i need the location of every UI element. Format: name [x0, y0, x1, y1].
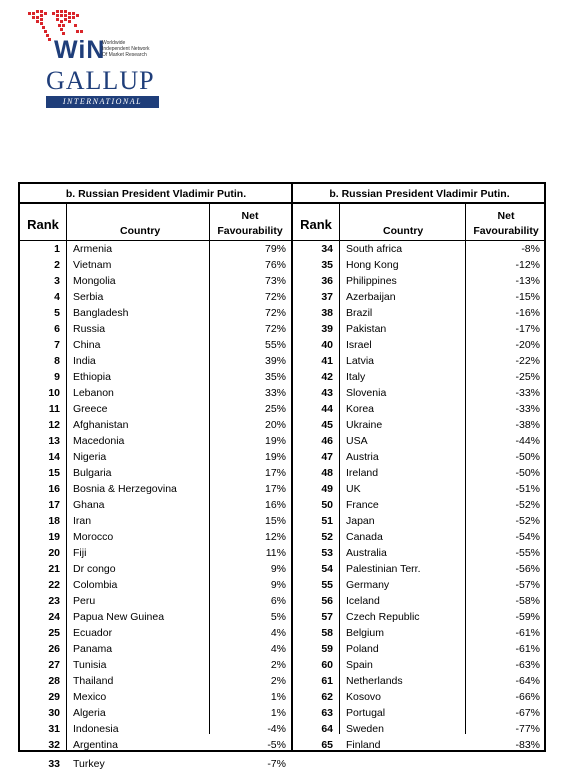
country-cell: Russia	[73, 323, 106, 335]
favourability-cell: -54%	[515, 531, 540, 543]
rank-cell: 22	[48, 579, 60, 591]
rank-cell: 45	[321, 419, 333, 431]
table-row	[293, 561, 546, 577]
country-cell: Netherlands	[346, 675, 403, 687]
table-row	[293, 737, 546, 753]
country-cell: Armenia	[73, 243, 113, 255]
favourability-cell: 17%	[264, 483, 286, 495]
country-header: Country	[120, 225, 161, 237]
table-row	[20, 385, 292, 401]
table-row	[293, 305, 546, 321]
favourability-cell: -22%	[515, 355, 540, 367]
table-row	[293, 321, 546, 337]
favourability-cell: 76%	[264, 259, 286, 271]
rank-cell: 6	[54, 323, 60, 335]
win-logo-text: WiN	[54, 36, 106, 64]
rank-cell: 7	[54, 339, 60, 351]
table-left-half	[20, 184, 292, 770]
favourability-cell: -50%	[515, 467, 540, 479]
country-cell: Australia	[346, 547, 387, 559]
country-cell: Korea	[346, 403, 375, 415]
country-cell: Ghana	[73, 499, 105, 511]
country-cell: India	[73, 355, 96, 367]
country-cell: Mexico	[73, 691, 107, 703]
favourability-cell: 16%	[264, 499, 286, 511]
country-cell: Spain	[346, 659, 373, 671]
favourability-cell: 17%	[264, 467, 286, 479]
favourability-cell: -15%	[515, 291, 540, 303]
rank-cell: 48	[321, 467, 333, 479]
favourability-cell: 2%	[270, 659, 286, 671]
rank-cell: 41	[321, 355, 333, 367]
country-cell: Bosnia & Herzegovina	[73, 483, 177, 495]
rank-cell: 1	[54, 243, 60, 255]
favourability-cell: -57%	[515, 579, 540, 591]
rank-cell: 47	[321, 451, 333, 463]
table-row	[293, 401, 546, 417]
favourability-cell: -55%	[515, 547, 540, 559]
country-cell: France	[346, 499, 379, 511]
favourability-cell: 33%	[264, 387, 286, 399]
favourability-cell: -16%	[515, 307, 540, 319]
table-row	[293, 353, 546, 369]
rank-cell: 24	[48, 611, 60, 623]
rank-cell: 16	[48, 483, 60, 495]
rank-cell: 29	[48, 691, 60, 703]
favourability-cell: -38%	[515, 419, 540, 431]
country-cell: Portugal	[346, 707, 386, 719]
rank-cell: 50	[321, 499, 333, 511]
rank-cell: 38	[321, 307, 333, 319]
favourability-cell: -67%	[515, 707, 540, 719]
table-row	[293, 289, 546, 305]
table-row	[293, 577, 546, 593]
country-cell: UK	[346, 483, 361, 495]
favourability-cell: 12%	[264, 531, 286, 543]
favourability-cell: 55%	[264, 339, 286, 351]
favourability-cell: -83%	[515, 739, 540, 751]
rank-cell: 49	[321, 483, 333, 495]
rank-cell: 44	[321, 403, 333, 415]
table-row	[293, 433, 546, 449]
country-cell: Dr congo	[73, 563, 116, 575]
country-cell: Ethiopia	[73, 371, 111, 383]
rank-cell: 54	[321, 563, 333, 575]
table-row	[293, 529, 546, 545]
table-row	[293, 241, 546, 257]
country-cell: Ireland	[346, 467, 379, 479]
table-row	[20, 465, 292, 481]
table-row	[293, 417, 546, 433]
win-gallup-logo	[20, 8, 170, 108]
table-row	[293, 481, 546, 497]
favourability-cell: -8%	[521, 243, 540, 255]
country-cell: Lebanon	[73, 387, 114, 399]
country-cell: Mongolia	[73, 275, 116, 287]
country-cell: Bulgaria	[73, 467, 112, 479]
country-cell: Argentina	[73, 739, 118, 751]
favourability-cell: -12%	[515, 259, 540, 271]
table-row	[293, 385, 546, 401]
rank-cell: 39	[321, 323, 333, 335]
rank-cell: 21	[48, 563, 60, 575]
country-cell: Morocco	[73, 531, 114, 543]
favourability-cell: 15%	[264, 515, 286, 527]
rank-cell: 23	[48, 595, 60, 607]
rank-cell: 5	[54, 307, 60, 319]
rank-cell: 46	[321, 435, 333, 447]
country-cell: Peru	[73, 595, 96, 607]
rank-cell: 26	[48, 643, 60, 655]
favourability-cell: -52%	[515, 499, 540, 511]
gallup-logo-text: GALLUP	[46, 66, 155, 95]
rank-cell: 56	[321, 595, 333, 607]
country-cell: Indonesia	[73, 723, 119, 735]
country-cell: Pakistan	[346, 323, 387, 335]
rank-cell: 34	[321, 243, 333, 255]
favourability-cell: -5%	[267, 739, 286, 751]
country-cell: Greece	[73, 403, 108, 415]
rank-cell: 33	[48, 758, 60, 770]
favourability-cell: -33%	[515, 387, 540, 399]
country-cell: China	[73, 339, 101, 351]
rank-cell: 17	[48, 499, 60, 511]
favourability-header: Net Favourability	[473, 210, 539, 237]
rank-cell: 10	[48, 387, 60, 399]
table-row	[20, 449, 292, 465]
table-row	[20, 513, 292, 529]
rank-cell: 15	[48, 467, 60, 479]
left-rows	[20, 241, 292, 772]
rank-cell: 31	[48, 723, 60, 735]
country-cell: Germany	[346, 579, 390, 591]
table-row	[20, 705, 292, 721]
favourability-header: Net Favourability	[217, 210, 283, 237]
favourability-cell: -77%	[515, 723, 540, 735]
country-cell: Latvia	[346, 355, 375, 367]
favourability-cell: -7%	[267, 758, 286, 770]
favourability-cell: -56%	[515, 563, 540, 575]
table-row	[20, 529, 292, 545]
rank-cell: 64	[321, 723, 333, 735]
favourability-cell: 4%	[270, 643, 286, 655]
table-row	[20, 673, 292, 689]
table-row	[293, 705, 546, 721]
rank-cell: 11	[48, 403, 60, 415]
rank-cell: 35	[321, 259, 333, 271]
rank-cell: 57	[321, 611, 333, 623]
favourability-cell: 72%	[264, 307, 286, 319]
right-rows	[293, 241, 546, 753]
table-row	[293, 337, 546, 353]
country-cell: Afghanistan	[73, 419, 129, 431]
rank-cell: 43	[321, 387, 333, 399]
favourability-cell: 39%	[264, 355, 286, 367]
rank-cell: 51	[321, 515, 333, 527]
rank-cell: 65	[321, 739, 333, 751]
country-cell: Slovenia	[346, 387, 387, 399]
country-cell: Philippines	[346, 275, 397, 287]
table-row	[20, 289, 292, 305]
country-cell: Thailand	[73, 675, 114, 687]
table-row	[20, 401, 292, 417]
table-row	[293, 625, 546, 641]
table-row	[20, 756, 292, 772]
country-cell: Israel	[346, 339, 372, 351]
table-row	[20, 561, 292, 577]
country-cell: Austria	[346, 451, 379, 463]
table-row	[20, 737, 292, 753]
country-cell: Panama	[73, 643, 113, 655]
left-table-title: b. Russian President Vladimir Putin.	[20, 184, 292, 204]
favourability-cell: -4%	[267, 723, 286, 735]
right-table-title: b. Russian President Vladimir Putin.	[293, 184, 546, 204]
country-cell: Brazil	[346, 307, 373, 319]
favourability-cell: 19%	[264, 451, 286, 463]
country-cell: Ukraine	[346, 419, 383, 431]
table-right-half	[293, 184, 546, 750]
rank-cell: 9	[54, 371, 60, 383]
country-cell: Iran	[73, 515, 92, 527]
rank-cell: 53	[321, 547, 333, 559]
country-cell: Kosovo	[346, 691, 382, 703]
favourability-cell: -63%	[515, 659, 540, 671]
favourability-cell: -59%	[515, 611, 540, 623]
favourability-cell: 1%	[270, 691, 286, 703]
favourability-cell: 5%	[270, 611, 286, 623]
rank-cell: 13	[48, 435, 60, 447]
favourability-cell: -58%	[515, 595, 540, 607]
table-row	[293, 657, 546, 673]
rank-cell: 60	[321, 659, 333, 671]
country-cell: Czech Republic	[346, 611, 420, 623]
favourability-cell: 4%	[270, 627, 286, 639]
country-cell: Hong Kong	[346, 259, 399, 271]
country-header: Country	[383, 225, 424, 237]
table-row	[293, 497, 546, 513]
country-cell: Macedonia	[73, 435, 125, 447]
table-row	[20, 577, 292, 593]
country-cell: Sweden	[346, 723, 384, 735]
favourability-cell: -61%	[515, 643, 540, 655]
favourability-cell: -17%	[515, 323, 540, 335]
country-cell: South africa	[346, 243, 403, 255]
favourability-cell: 9%	[270, 563, 286, 575]
rank-cell: 58	[321, 627, 333, 639]
rank-cell: 40	[321, 339, 333, 351]
favourability-cell: -61%	[515, 627, 540, 639]
favourability-cell: -51%	[515, 483, 540, 495]
country-cell: Poland	[346, 643, 379, 655]
rank-cell: 25	[48, 627, 60, 639]
table-row	[20, 593, 292, 609]
rank-cell: 36	[321, 275, 333, 287]
table-row	[293, 369, 546, 385]
rank-cell: 18	[48, 515, 60, 527]
table-row	[20, 625, 292, 641]
rank-cell: 12	[48, 419, 60, 431]
rank-cell: 27	[48, 659, 60, 671]
rank-cell: 3	[54, 275, 60, 287]
table-row	[293, 593, 546, 609]
favourability-cell: 73%	[264, 275, 286, 287]
table-row	[293, 673, 546, 689]
country-cell: Ecuador	[73, 627, 113, 639]
table-row	[293, 465, 546, 481]
rank-cell: 52	[321, 531, 333, 543]
country-cell: Vietnam	[73, 259, 112, 271]
favourability-cell: -20%	[515, 339, 540, 351]
table-row	[293, 513, 546, 529]
favourability-cell: -13%	[515, 275, 540, 287]
country-cell: Turkey	[73, 758, 105, 770]
country-cell: Finland	[346, 739, 381, 751]
table-row	[20, 241, 292, 257]
table-row	[20, 721, 292, 737]
rank-cell: 61	[321, 675, 333, 687]
rank-cell: 28	[48, 675, 60, 687]
favourability-cell: 11%	[265, 547, 286, 559]
rank-cell: 62	[321, 691, 333, 703]
table-row	[293, 449, 546, 465]
country-cell: Fiji	[73, 547, 87, 559]
rank-header: Rank	[27, 217, 59, 232]
rank-cell: 14	[48, 451, 60, 463]
favourability-cell: -52%	[515, 515, 540, 527]
country-cell: Belgium	[346, 627, 384, 639]
table-row	[293, 545, 546, 561]
table-row	[20, 481, 292, 497]
favourability-cell: -66%	[515, 691, 540, 703]
table-row	[20, 337, 292, 353]
table-row	[293, 689, 546, 705]
rank-cell: 32	[48, 739, 60, 751]
table-row	[293, 641, 546, 657]
table-row	[20, 609, 292, 625]
country-cell: Bangladesh	[73, 307, 129, 319]
table-row	[293, 273, 546, 289]
favourability-cell: 79%	[264, 243, 286, 255]
country-cell: Colombia	[73, 579, 118, 591]
table-row	[20, 353, 292, 369]
favourability-cell: -25%	[515, 371, 540, 383]
country-cell: Japan	[346, 515, 375, 527]
table-row	[293, 721, 546, 737]
favourability-cell: 19%	[264, 435, 286, 447]
table-row	[293, 257, 546, 273]
table-row	[20, 321, 292, 337]
favourability-cell: -44%	[515, 435, 540, 447]
country-cell: Serbia	[73, 291, 104, 303]
table-row	[20, 273, 292, 289]
favourability-cell: 2%	[270, 675, 286, 687]
rank-cell: 55	[321, 579, 333, 591]
country-cell: Iceland	[346, 595, 380, 607]
rank-cell: 63	[321, 707, 333, 719]
table-row	[20, 657, 292, 673]
favourability-cell: 25%	[264, 403, 286, 415]
table-row	[20, 689, 292, 705]
favourability-table	[18, 182, 546, 770]
rank-cell: 37	[321, 291, 333, 303]
rank-cell: 8	[54, 355, 60, 367]
favourability-cell: 72%	[264, 291, 286, 303]
rank-cell: 59	[321, 643, 333, 655]
favourability-cell: 9%	[270, 579, 286, 591]
favourability-cell: 1%	[270, 707, 286, 719]
country-cell: Palestinian Terr.	[346, 563, 421, 575]
table-row	[20, 497, 292, 513]
rank-cell: 30	[48, 707, 60, 719]
rank-cell: 2	[54, 259, 60, 271]
table-row	[293, 609, 546, 625]
table-row	[20, 417, 292, 433]
rank-header: Rank	[300, 217, 332, 232]
favourability-cell: 35%	[264, 371, 286, 383]
international-banner: INTERNATIONAL	[46, 96, 159, 108]
country-cell: Italy	[346, 371, 366, 383]
rank-cell: 20	[48, 547, 60, 559]
country-cell: Papua New Guinea	[73, 611, 165, 623]
favourability-cell: -33%	[515, 403, 540, 415]
table-row	[20, 305, 292, 321]
favourability-cell: 72%	[264, 323, 286, 335]
country-cell: USA	[346, 435, 368, 447]
table-row	[20, 369, 292, 385]
table-row	[20, 257, 292, 273]
win-subtitle: Worldwide Independent Network Of Market Research	[102, 40, 150, 58]
favourability-cell: -50%	[515, 451, 540, 463]
country-cell: Algeria	[73, 707, 106, 719]
table-row	[20, 433, 292, 449]
country-cell: Canada	[346, 531, 383, 543]
rank-cell: 4	[54, 291, 60, 303]
rank-cell: 19	[48, 531, 60, 543]
country-cell: Azerbaijan	[346, 291, 396, 303]
table-row	[20, 641, 292, 657]
country-cell: Nigeria	[73, 451, 107, 463]
favourability-cell: 20%	[264, 419, 286, 431]
country-cell: Tunisia	[73, 659, 107, 671]
favourability-cell: -64%	[515, 675, 540, 687]
table-row	[20, 545, 292, 561]
favourability-cell: 6%	[270, 595, 286, 607]
rank-cell: 42	[321, 371, 333, 383]
